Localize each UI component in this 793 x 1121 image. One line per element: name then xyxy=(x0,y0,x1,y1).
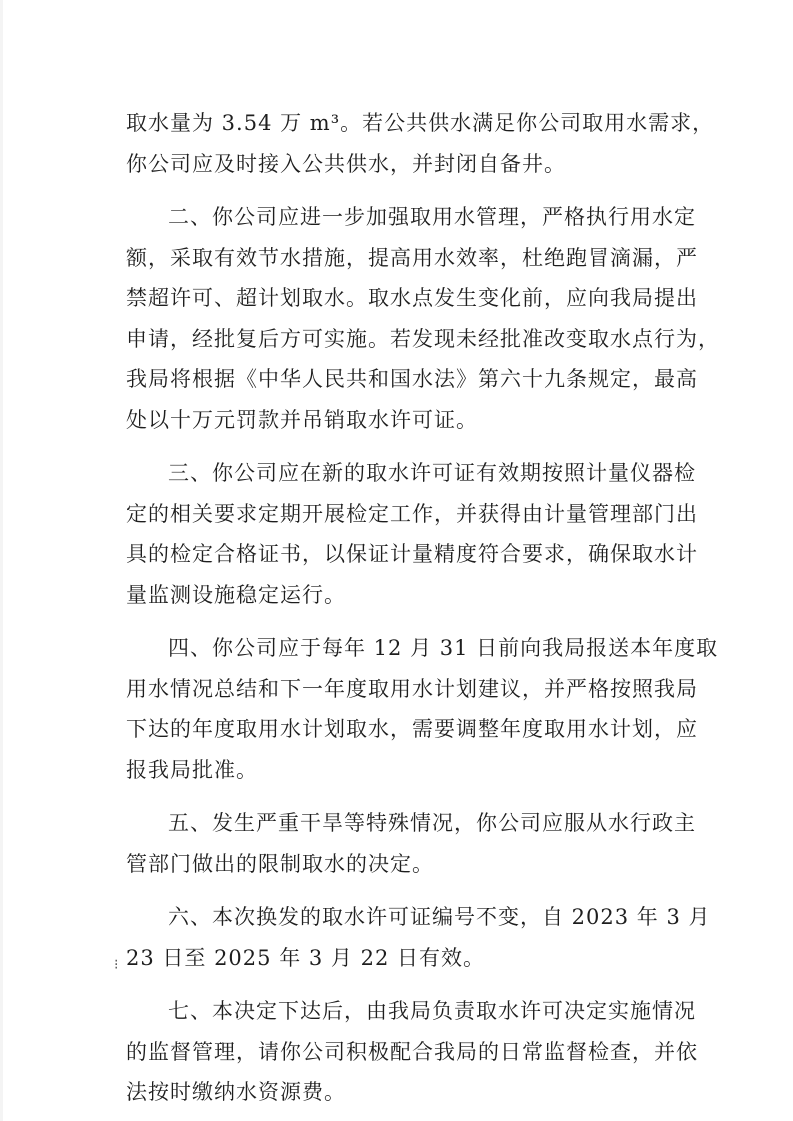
text-line: 量监测设施稳定运行。 xyxy=(126,582,346,607)
text-line: 的监督管理，请你公司积极配合我局的日常监督检查，并依 xyxy=(126,1039,698,1064)
binding-hole-mark: ⁝ xyxy=(114,957,119,973)
paragraph-item-4 xyxy=(126,628,719,790)
text-line: 申请，经批复后方可实施。若发现未经批准改变取水点行为， xyxy=(126,326,720,351)
text-line: 法按时缴纳水资源费。 xyxy=(126,1080,346,1104)
text-line: 报我局批准。 xyxy=(126,757,258,782)
text-line: 取水量为 3.54 万 m³。若公共供水满足你公司取用水需求， xyxy=(126,111,715,135)
text-line: 七、本决定下达后，由我局负责取水许可决定实施情况 xyxy=(168,999,696,1023)
text-line: 23 日至 2025 年 3 月 22 日有效。 xyxy=(126,945,485,970)
text-line: 下达的年度取用水计划取水，需要调整年度取用水计划，应 xyxy=(126,717,698,741)
text-line: 四、你公司应于每年 12 月 31 日前向我局报送本年度取 xyxy=(168,636,719,660)
paragraph-water-volume xyxy=(126,103,715,184)
text-line: 定的相关要求定期开展检定工作，并获得由计量管理部门出 xyxy=(126,501,698,526)
text-line: 我局将根据《中华人民共和国水法》第六十九条规定，最高 xyxy=(126,367,698,391)
paragraph-item-3 xyxy=(126,453,698,615)
text-line: 你公司应及时接入公共供水，并封闭自备井。 xyxy=(126,151,566,176)
text-line: 五、发生严重干旱等特殊情况，你公司应服从水行政主 xyxy=(168,811,696,835)
text-line: 三、你公司应在新的取水许可证有效期按照计量仪器检 xyxy=(168,461,696,485)
text-line: 禁超许可、超计划取水。取水点发生变化前，应向我局提出 xyxy=(126,286,698,310)
text-line: 额，采取有效节水措施，提高用水效率，杜绝跑冒滴漏，严 xyxy=(126,245,698,270)
text-line: 用水情况总结和下一年度取用水计划建议，并严格按照我局 xyxy=(126,676,698,701)
text-line: 六、本次换发的取水许可证编号不变，自 2023 年 3 月 xyxy=(168,905,711,929)
text-line: 二、你公司应进一步加强取用水管理，严格执行用水定 xyxy=(168,205,696,229)
text-line: 处以十万元罚款并吊销取水许可证。 xyxy=(126,407,478,432)
document-body xyxy=(126,103,720,1113)
text-line: 具的检定合格证书，以保证计量精度符合要求，确保取水计 xyxy=(126,542,698,566)
paragraph-item-7 xyxy=(126,991,698,1113)
paragraph-item-5 xyxy=(126,803,698,884)
paragraph-item-6 xyxy=(126,897,711,978)
paragraph-item-2 xyxy=(126,197,720,440)
text-line: 管部门做出的限制取水的决定。 xyxy=(126,851,434,876)
scan-edge-shadow xyxy=(0,0,3,1121)
